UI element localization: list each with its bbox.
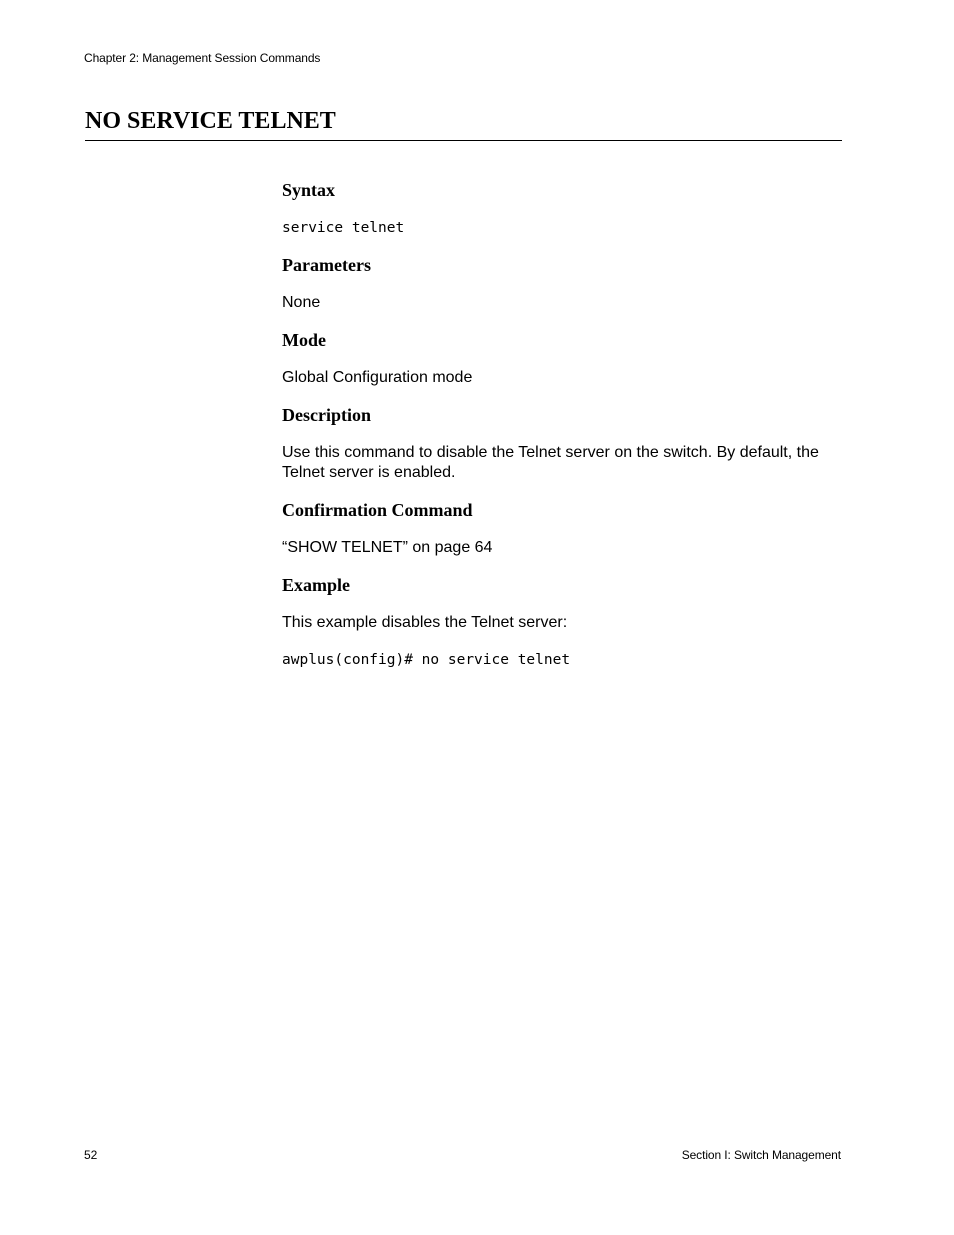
syntax-heading: Syntax: [282, 180, 336, 200]
description-heading: Description: [282, 405, 371, 425]
mode-heading: Mode: [282, 330, 326, 350]
running-header: Chapter 2: Management Session Commands: [84, 51, 321, 65]
page-number: 52: [84, 1148, 98, 1162]
command-content: [282, 179, 842, 670]
description-text: Use this command to disable the Telnet server on the switch. By default, the Telnet server is enabled.: [282, 444, 819, 481]
parameters-text: None: [282, 294, 321, 311]
example-text: This example disables the Telnet server:: [282, 614, 568, 631]
example-heading: Example: [282, 575, 351, 595]
syntax-code: service telnet: [282, 220, 405, 236]
parameters-heading: Parameters: [282, 255, 371, 275]
confirmation-heading: Confirmation Command: [282, 500, 473, 520]
title-rule: [85, 140, 842, 141]
page-title: NO SERVICE TELNET: [85, 108, 336, 134]
running-footer-section: Section I: Switch Management: [681, 1148, 841, 1162]
mode-text: Global Configuration mode: [282, 369, 473, 386]
example-code: awplus(config)# no service telnet: [282, 652, 571, 668]
confirmation-link[interactable]: “SHOW TELNET” on page 64: [282, 539, 493, 556]
